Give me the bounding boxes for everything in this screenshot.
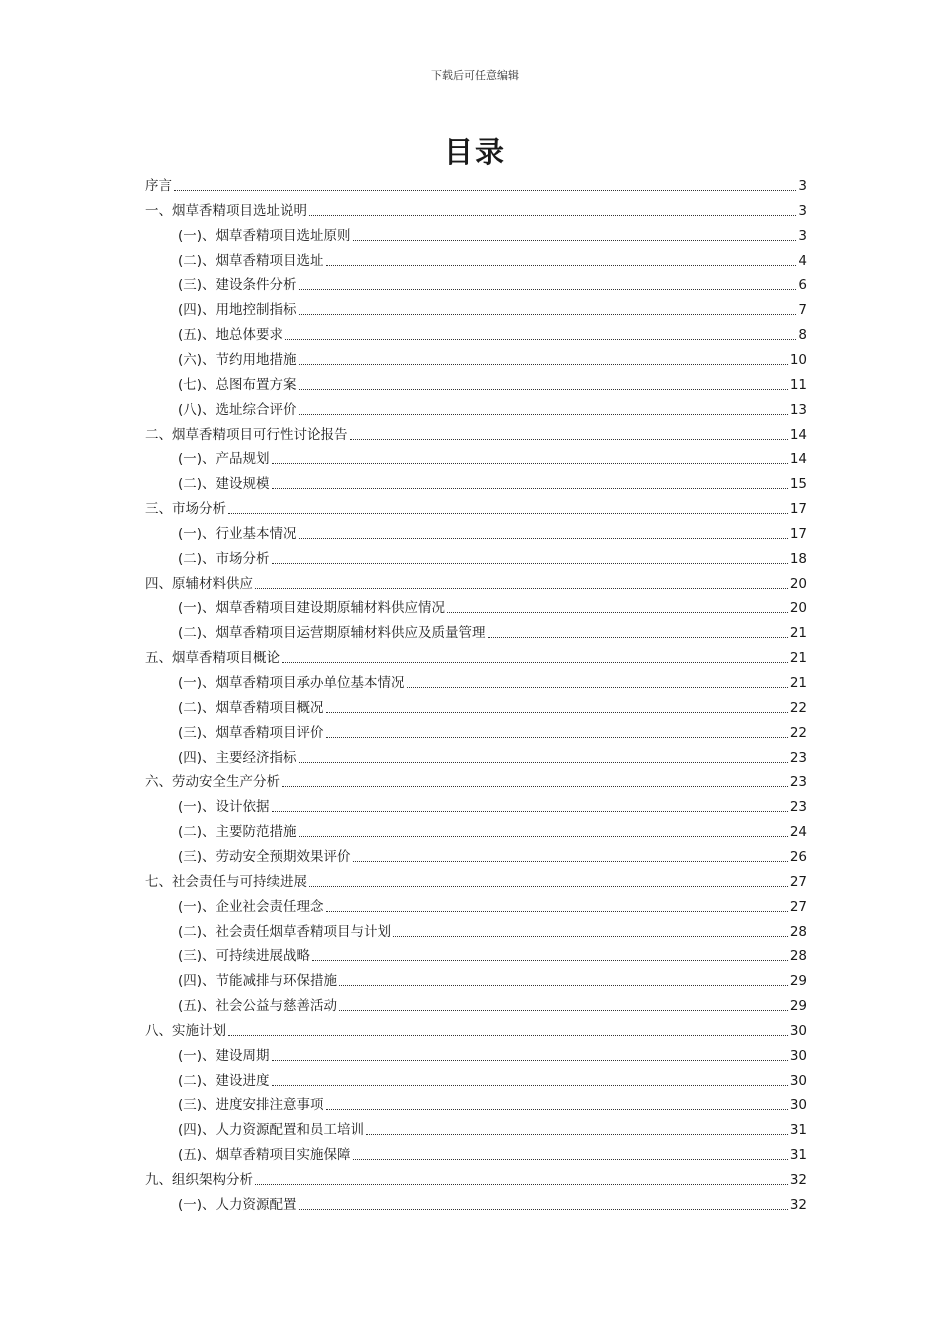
toc-entry-label: (三)、可持续进展战略 xyxy=(178,948,311,965)
toc-entry-label: (一)、产品规划 xyxy=(178,451,270,468)
toc-entry-label: (七)、总图布置方案 xyxy=(178,376,297,393)
toc-dot-leader xyxy=(299,314,797,315)
toc-dot-leader xyxy=(353,861,788,862)
toc-entry-page: 20 xyxy=(789,600,807,617)
toc-entry-page: 22 xyxy=(789,724,807,741)
toc-dot-leader xyxy=(272,1060,788,1061)
toc-entry[interactable] xyxy=(178,623,807,643)
toc-dot-leader xyxy=(299,289,797,290)
toc-entry-label: (一)、建设周期 xyxy=(178,1047,270,1064)
toc-entry-page: 23 xyxy=(789,774,807,791)
toc-entry-label: (二)、建设进度 xyxy=(178,1072,270,1089)
toc-entry-page: 8 xyxy=(798,327,807,344)
toc-entry-page: 13 xyxy=(789,401,807,418)
toc-entry[interactable] xyxy=(145,201,807,221)
toc-entry-page: 17 xyxy=(789,525,807,542)
toc-dot-leader xyxy=(299,1209,788,1210)
toc-entry-label: (一)、设计依据 xyxy=(178,799,270,816)
toc-entry-label: (五)、社会公益与慈善活动 xyxy=(178,998,338,1015)
toc-entry-page: 24 xyxy=(789,824,807,841)
toc-entry-page: 30 xyxy=(789,1047,807,1064)
toc-entry[interactable] xyxy=(178,1120,807,1140)
toc-entry-label: (二)、烟草香精项目概况 xyxy=(178,699,324,716)
toc-entry[interactable] xyxy=(178,1046,807,1066)
toc-entry[interactable] xyxy=(145,176,807,196)
toc-entry-label: 序言 xyxy=(145,178,172,194)
toc-entry-page: 3 xyxy=(798,202,807,219)
toc-dot-leader xyxy=(299,389,788,390)
toc-entry-page: 14 xyxy=(789,451,807,468)
toc-dot-leader xyxy=(353,1159,788,1160)
toc-entry-label: (三)、建设条件分析 xyxy=(178,277,297,294)
toc-entry[interactable] xyxy=(178,598,807,618)
header-note: 下载后可任意编辑 xyxy=(431,69,519,82)
toc-dot-leader xyxy=(282,662,788,663)
toc-entry-page: 3 xyxy=(798,178,807,194)
toc-dot-leader xyxy=(326,911,788,912)
toc-dot-leader xyxy=(447,612,788,613)
toc-entry-page: 4 xyxy=(798,252,807,269)
toc-dot-leader xyxy=(312,960,788,961)
toc-dot-leader xyxy=(309,886,788,887)
toc-entry[interactable] xyxy=(178,946,807,966)
toc-entry[interactable] xyxy=(178,1095,807,1115)
toc-entry[interactable] xyxy=(178,275,807,295)
toc-title: 目录 xyxy=(443,135,506,169)
toc-entry-page: 23 xyxy=(789,799,807,816)
toc-dot-leader xyxy=(488,637,788,638)
toc-entry-page: 6 xyxy=(798,277,807,294)
toc-entry[interactable] xyxy=(145,772,807,792)
toc-entry[interactable] xyxy=(178,698,807,718)
toc-entry-page: 21 xyxy=(789,625,807,642)
toc-entry-page: 7 xyxy=(798,302,807,319)
toc-entry[interactable] xyxy=(178,549,807,569)
toc-entry[interactable] xyxy=(178,1145,807,1165)
toc-entry-page: 32 xyxy=(789,1196,807,1213)
toc-entry[interactable] xyxy=(178,400,807,420)
toc-entry[interactable] xyxy=(178,300,807,320)
toc-entry-label: (四)、人力资源配置和员工培训 xyxy=(178,1122,365,1139)
toc-entry-label: (二)、社会责任烟草香精项目与计划 xyxy=(178,923,392,940)
toc-entry-label: (二)、烟草香精项目选址 xyxy=(178,252,324,269)
toc-entry-page: 32 xyxy=(789,1172,807,1188)
toc-dot-leader xyxy=(272,1085,788,1086)
toc-entry[interactable] xyxy=(145,648,807,668)
toc-dot-leader xyxy=(339,1010,788,1011)
toc-entry-label: (一)、行业基本情况 xyxy=(178,525,297,542)
toc-entry-label: (三)、劳动安全预期效果评价 xyxy=(178,848,351,865)
toc-entry-page: 30 xyxy=(789,1072,807,1089)
toc-entry-page: 3 xyxy=(798,227,807,244)
toc-dot-leader xyxy=(299,538,788,539)
toc-entry-label: 三、市场分析 xyxy=(145,501,226,518)
toc-entry[interactable] xyxy=(178,847,807,867)
toc-dot-leader xyxy=(326,712,788,713)
toc-entry-label: 二、烟草香精项目可行性讨论报告 xyxy=(145,426,348,443)
toc-entry-label: (五)、烟草香精项目实施保障 xyxy=(178,1147,351,1164)
toc-entry-label: 七、社会责任与可持续进展 xyxy=(145,873,307,890)
toc-entry-page: 17 xyxy=(789,501,807,518)
toc-entry-page: 22 xyxy=(789,699,807,716)
toc-dot-leader xyxy=(353,240,797,241)
toc-entry-page: 10 xyxy=(789,351,807,368)
toc-entry-label: (二)、烟草香精项目运营期原辅材料供应及质量管理 xyxy=(178,625,486,642)
toc-dot-leader xyxy=(228,513,788,514)
toc-entry-page: 14 xyxy=(789,426,807,443)
toc-dot-leader xyxy=(285,339,796,340)
toc-dot-leader xyxy=(272,811,788,812)
toc-entry[interactable] xyxy=(178,251,807,271)
toc-entry[interactable] xyxy=(145,425,807,445)
toc-dot-leader xyxy=(299,364,788,365)
toc-entry[interactable] xyxy=(178,350,807,370)
toc-entry-label: (一)、烟草香精项目建设期原辅材料供应情况 xyxy=(178,600,446,617)
toc-entry[interactable] xyxy=(145,1021,807,1041)
toc-entry[interactable] xyxy=(145,1170,807,1190)
toc-entry-label: (五)、地总体要求 xyxy=(178,327,284,344)
toc-entry[interactable] xyxy=(178,1071,807,1091)
toc-entry-label: (三)、烟草香精项目评价 xyxy=(178,724,324,741)
toc-entry-page: 31 xyxy=(789,1147,807,1164)
toc-entry-page: 20 xyxy=(789,575,807,592)
toc-dot-leader xyxy=(326,1109,788,1110)
toc-entry-label: (一)、企业社会责任理念 xyxy=(178,898,324,915)
toc-dot-leader xyxy=(299,414,788,415)
toc-entry-label: (三)、进度安排注意事项 xyxy=(178,1097,324,1114)
toc-entry[interactable] xyxy=(178,449,807,469)
toc-entry-page: 27 xyxy=(789,898,807,915)
toc-dot-leader xyxy=(309,215,796,216)
toc-dot-leader xyxy=(393,936,788,937)
toc-dot-leader xyxy=(255,1184,788,1185)
toc-dot-leader xyxy=(366,1134,788,1135)
toc-entry-label: (二)、建设规模 xyxy=(178,476,270,493)
toc-entry[interactable] xyxy=(178,226,807,246)
toc-entry-page: 26 xyxy=(789,848,807,865)
toc-entry[interactable] xyxy=(178,524,807,544)
toc-entry-page: 27 xyxy=(789,873,807,890)
toc-entry[interactable] xyxy=(178,897,807,917)
toc-entry-label: (四)、主要经济指标 xyxy=(178,749,297,766)
toc-entry-label: 一、烟草香精项目选址说明 xyxy=(145,202,307,219)
toc-entry[interactable] xyxy=(145,574,807,594)
toc-dot-leader xyxy=(272,488,788,489)
toc-entry[interactable] xyxy=(145,499,807,519)
toc-entry-page: 18 xyxy=(789,550,807,567)
toc-dot-leader xyxy=(350,439,788,440)
toc-entry-label: 五、烟草香精项目概论 xyxy=(145,650,280,667)
toc-entry-label: (一)、烟草香精项目承办单位基本情况 xyxy=(178,675,405,691)
toc-entry-label: (八)、选址综合评价 xyxy=(178,401,297,418)
toc-entry-page: 21 xyxy=(789,650,807,667)
toc-entry-page: 28 xyxy=(789,923,807,940)
toc-entry[interactable] xyxy=(178,325,807,345)
toc-entry-page: 29 xyxy=(789,973,807,990)
toc-entry[interactable] xyxy=(178,922,807,942)
toc-entry[interactable] xyxy=(178,723,807,743)
toc-entry[interactable] xyxy=(178,797,807,817)
toc-dot-leader xyxy=(272,563,788,564)
toc-entry-page: 30 xyxy=(789,1022,807,1039)
toc-dot-leader xyxy=(299,836,788,837)
toc-entry[interactable] xyxy=(178,673,807,693)
toc-dot-leader xyxy=(282,786,788,787)
toc-entry-page: 28 xyxy=(789,948,807,965)
toc-entry-label: (二)、主要防范措施 xyxy=(178,824,297,841)
toc-entry-label: (二)、市场分析 xyxy=(178,550,270,567)
toc-entry-label: 九、组织架构分析 xyxy=(145,1172,253,1188)
toc-dot-leader xyxy=(407,687,788,688)
toc-entry[interactable] xyxy=(178,748,807,768)
toc-entry[interactable] xyxy=(178,996,807,1016)
toc-dot-leader xyxy=(299,762,788,763)
toc-entry-label: (一)、人力资源配置 xyxy=(178,1196,297,1213)
toc-entry[interactable] xyxy=(178,474,807,494)
toc-entry-page: 31 xyxy=(789,1122,807,1139)
toc-dot-leader xyxy=(228,1035,788,1036)
toc-entry-page: 29 xyxy=(789,998,807,1015)
toc-entry[interactable] xyxy=(145,872,807,892)
toc-dot-leader xyxy=(255,588,788,589)
toc-entry-page: 11 xyxy=(789,376,807,393)
toc-dot-leader xyxy=(174,190,796,191)
toc-entry-label: (六)、节约用地措施 xyxy=(178,351,297,368)
toc-entry-label: 八、实施计划 xyxy=(145,1022,226,1039)
toc-entry[interactable] xyxy=(178,971,807,991)
toc-dot-leader xyxy=(326,737,788,738)
toc-entry-label: (四)、用地控制指标 xyxy=(178,302,297,319)
toc-entry-label: 四、原辅材料供应 xyxy=(145,575,253,592)
toc-entry-label: 六、劳动安全生产分析 xyxy=(145,774,280,791)
toc-entry-page: 23 xyxy=(789,749,807,766)
toc-entry-page: 21 xyxy=(789,675,807,691)
toc-entry[interactable] xyxy=(178,375,807,395)
toc-dot-leader xyxy=(272,463,788,464)
toc-entry-page: 15 xyxy=(789,476,807,493)
toc-entry-label: (一)、烟草香精项目选址原则 xyxy=(178,227,351,244)
toc-entry-label: (四)、节能减排与环保措施 xyxy=(178,973,338,990)
toc-entry-page: 30 xyxy=(789,1097,807,1114)
toc-entry[interactable] xyxy=(178,822,807,842)
toc-dot-leader xyxy=(326,265,797,266)
toc-entry[interactable] xyxy=(178,1195,807,1215)
toc-dot-leader xyxy=(339,985,788,986)
